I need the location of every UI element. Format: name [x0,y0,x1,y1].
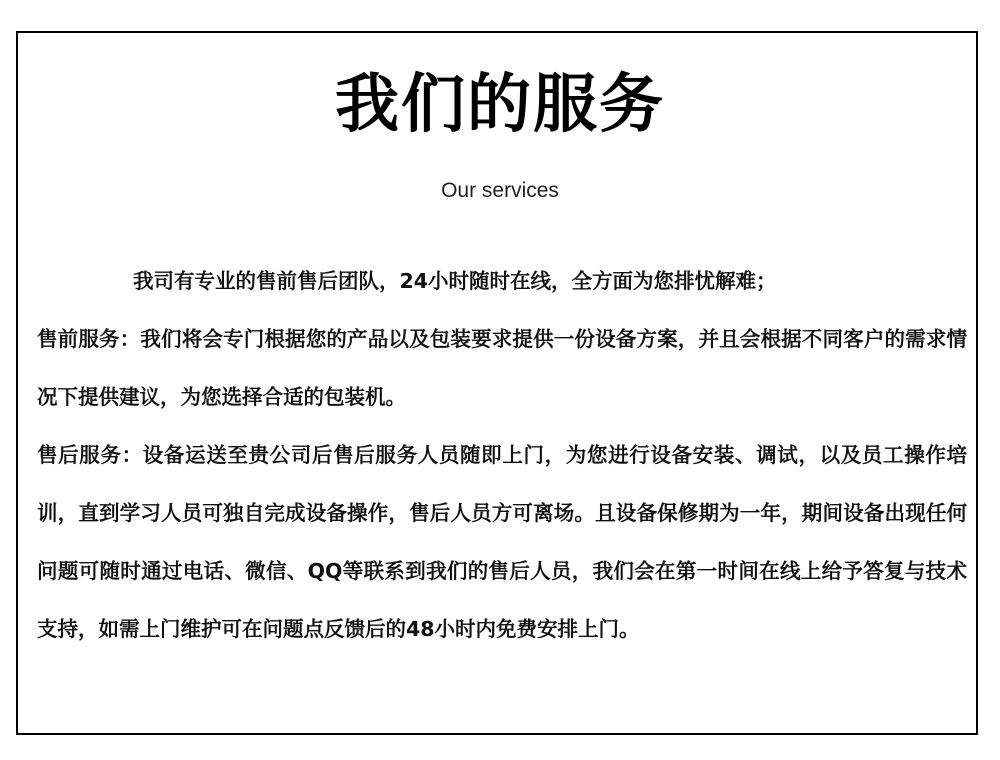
service-description [37,252,967,658]
aftersale-paragraph: 售后服务：设备运送至贵公司后售后服务人员随即上门，为您进行设备安装、调试，以及员工操作培训，直到学习人员可独自完成设备操作，售后人员方可离场。且设备保修期为一年，期间设备出现任何问题可随时通过电话、微信、QQ等联系到我们的售后人员，我们会在第一时间在线上给予答复与技术支持，如需上门维护可在问题点反馈后的48小时内免费安排上门。 [37,443,967,641]
page-subtitle: Our services [441,179,559,202]
page-title: 我们的服务 [335,68,665,142]
presale-paragraph: 售前服务：我们将会专门根据您的产品以及包装要求提供一份设备方案，并且会根据不同客户的需求情况下提供建议，为您选择合适的包装机。 [37,327,967,409]
intro-paragraph: 我司有专业的售前售后团队，24小时随时在线，全方面为您排忧解难； [133,269,777,293]
